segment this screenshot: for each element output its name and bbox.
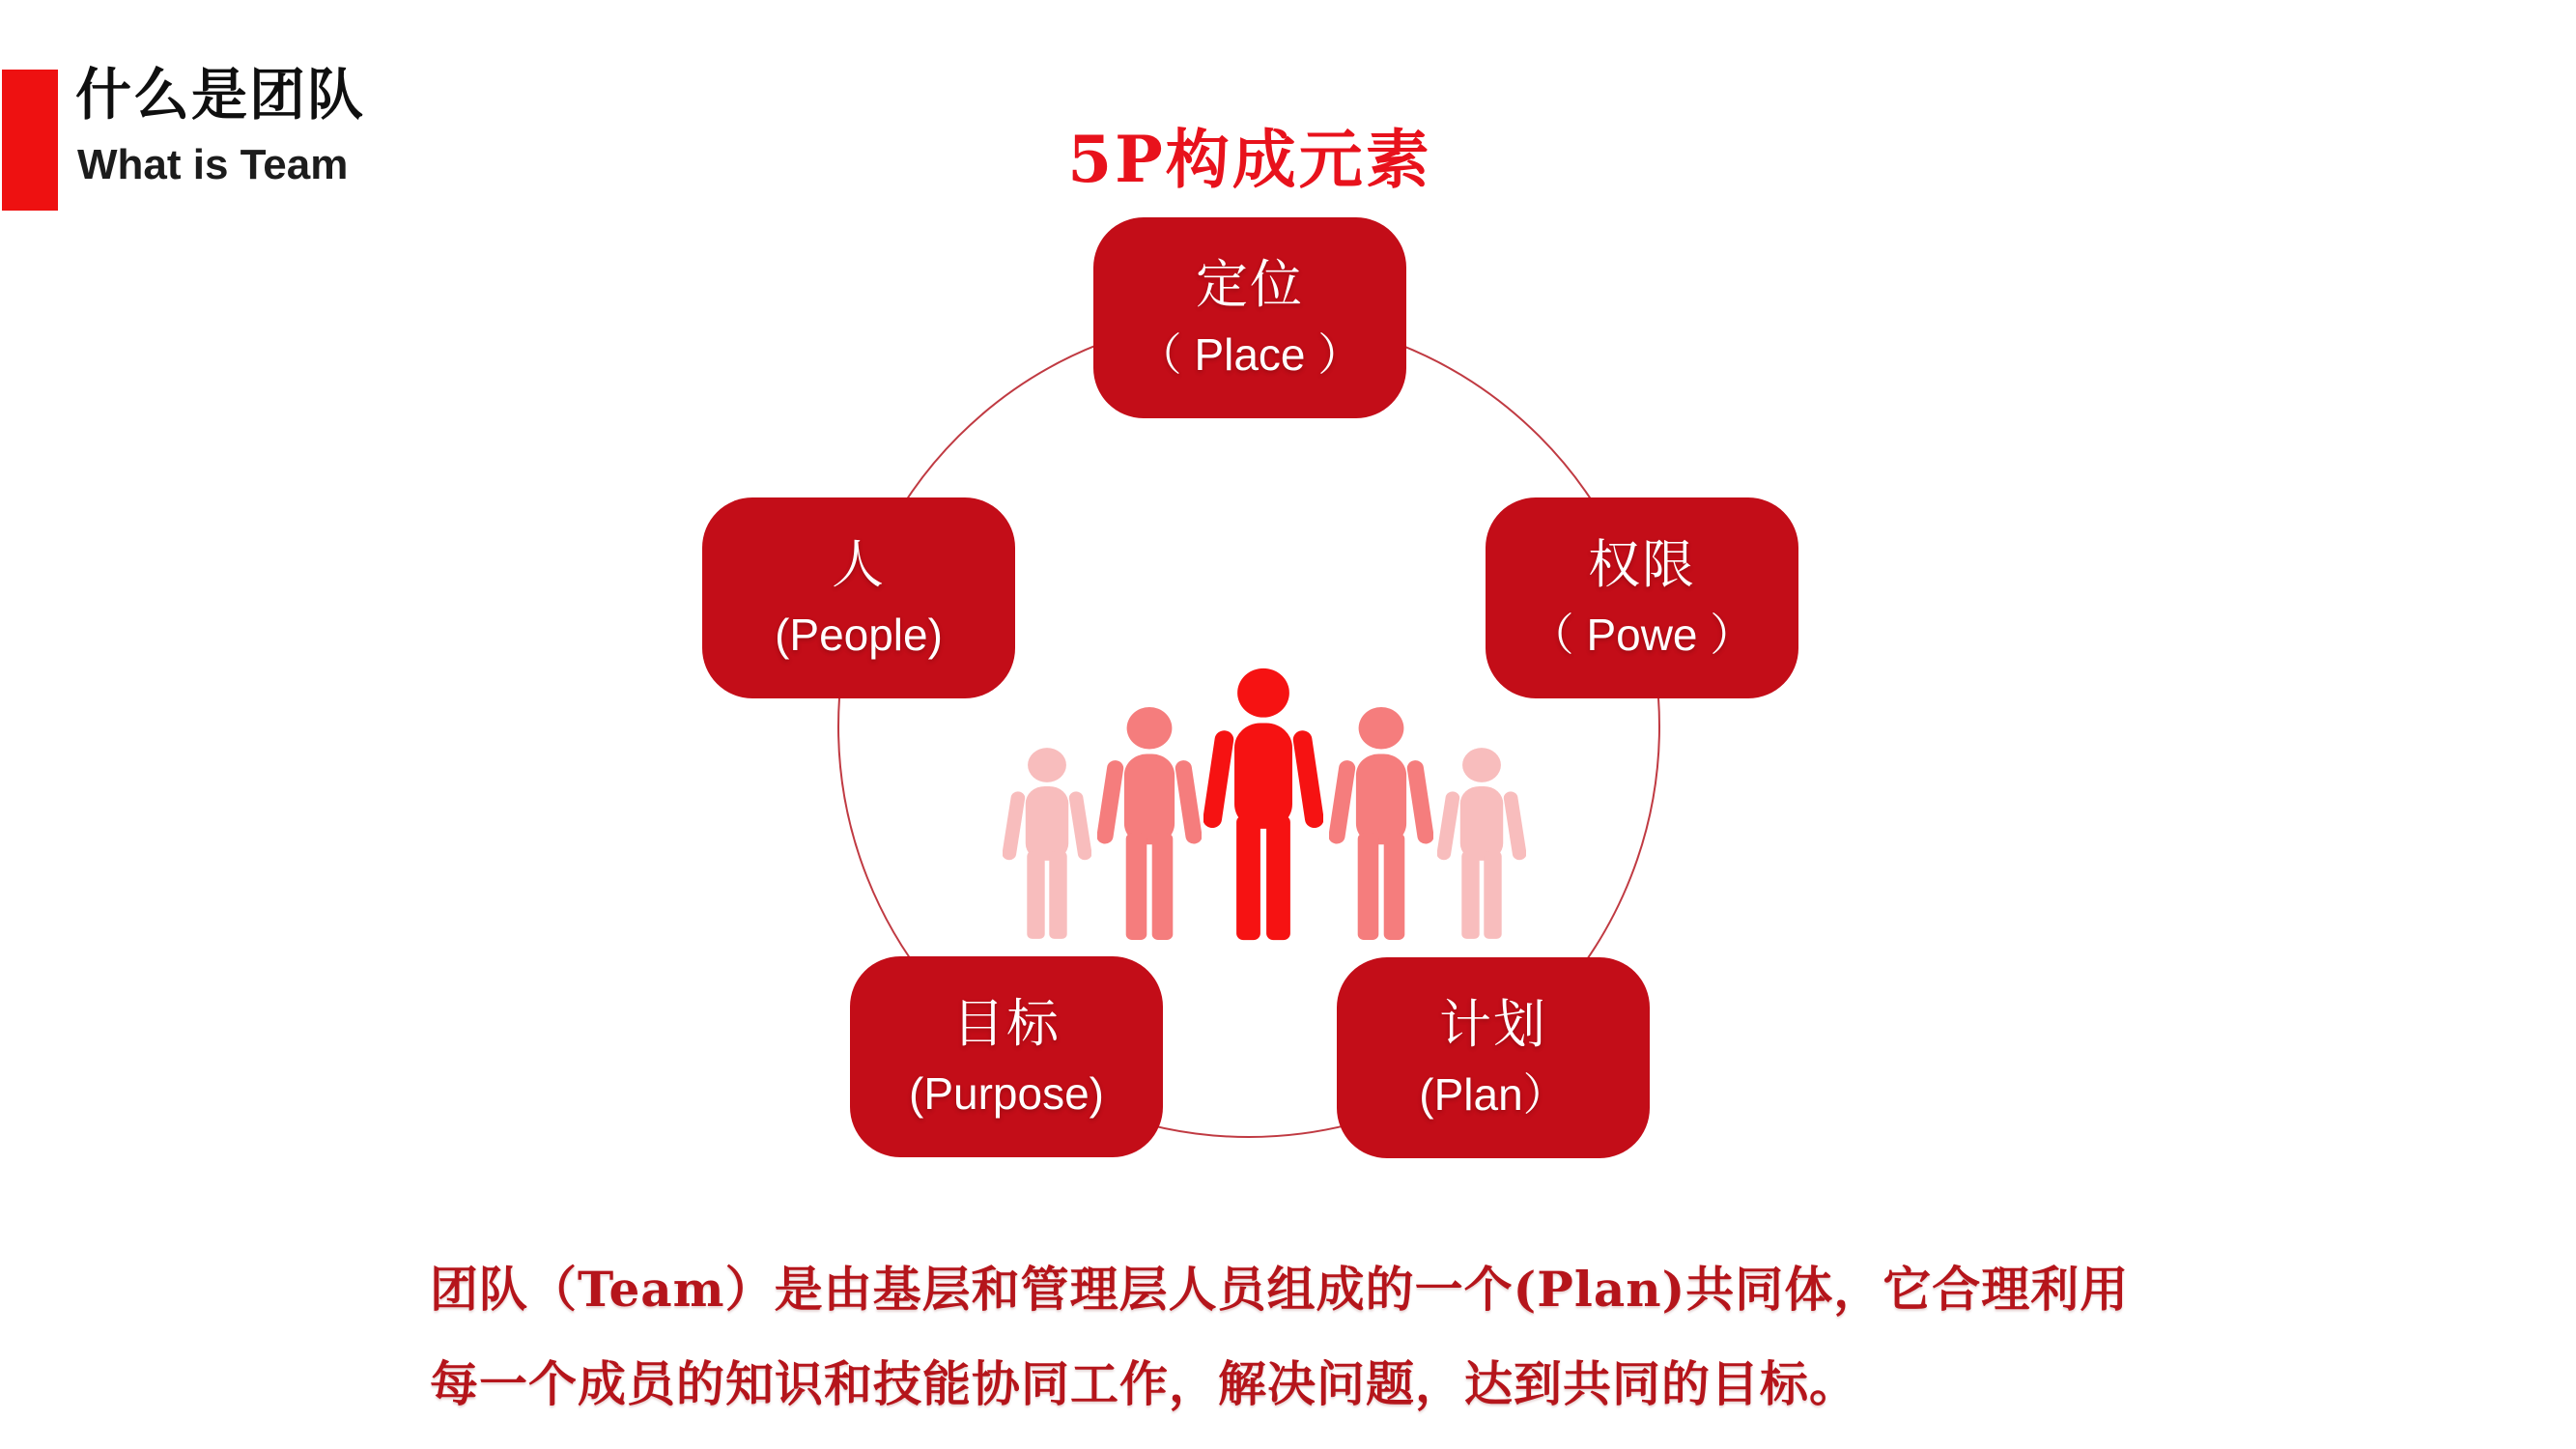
node-people-label-en: (People) (775, 610, 943, 660)
node-plan (1337, 957, 1650, 1158)
node-power-label-en: （ Powe ） (1529, 610, 1755, 660)
node-power-label-zh: 权限 (1588, 536, 1696, 594)
page-title-zh: 什么是团队 (75, 62, 366, 128)
node-purpose-label-zh: 目标 (952, 995, 1061, 1053)
node-plan-label-en: (Plan） (1419, 1069, 1568, 1120)
node-purpose (850, 956, 1163, 1157)
person-icon-mid-right (1329, 702, 1433, 945)
person-icon-mid-left (1097, 702, 1202, 945)
red-accent-square (2, 70, 58, 211)
person-icon-center (1203, 663, 1323, 946)
node-power (1486, 497, 1798, 698)
team-definition-line1: 团队（Team）是由基层和管理层人员组成的一个(Plan)共同体，它合理利用 (430, 1261, 2130, 1318)
node-place (1093, 217, 1406, 418)
diagram-title: 5P构成元素 (1067, 122, 1432, 197)
node-place-label-zh: 定位 (1196, 256, 1304, 314)
team-definition-text (430, 1242, 2130, 1432)
team-definition-line2: 每一个成员的知识和技能协同工作，解决问题，达到共同的目标。 (430, 1355, 1858, 1412)
person-icon-outer-right (1437, 744, 1526, 943)
page-title-en: What is Team (77, 141, 349, 188)
person-icon-outer-left (1003, 744, 1091, 943)
node-plan-label-zh: 计划 (1439, 996, 1547, 1054)
node-people-label-zh: 人 (832, 536, 886, 594)
node-people (702, 497, 1015, 698)
node-place-label-en: （ Place ） (1137, 329, 1363, 380)
node-purpose-label-en: (Purpose) (909, 1068, 1104, 1119)
